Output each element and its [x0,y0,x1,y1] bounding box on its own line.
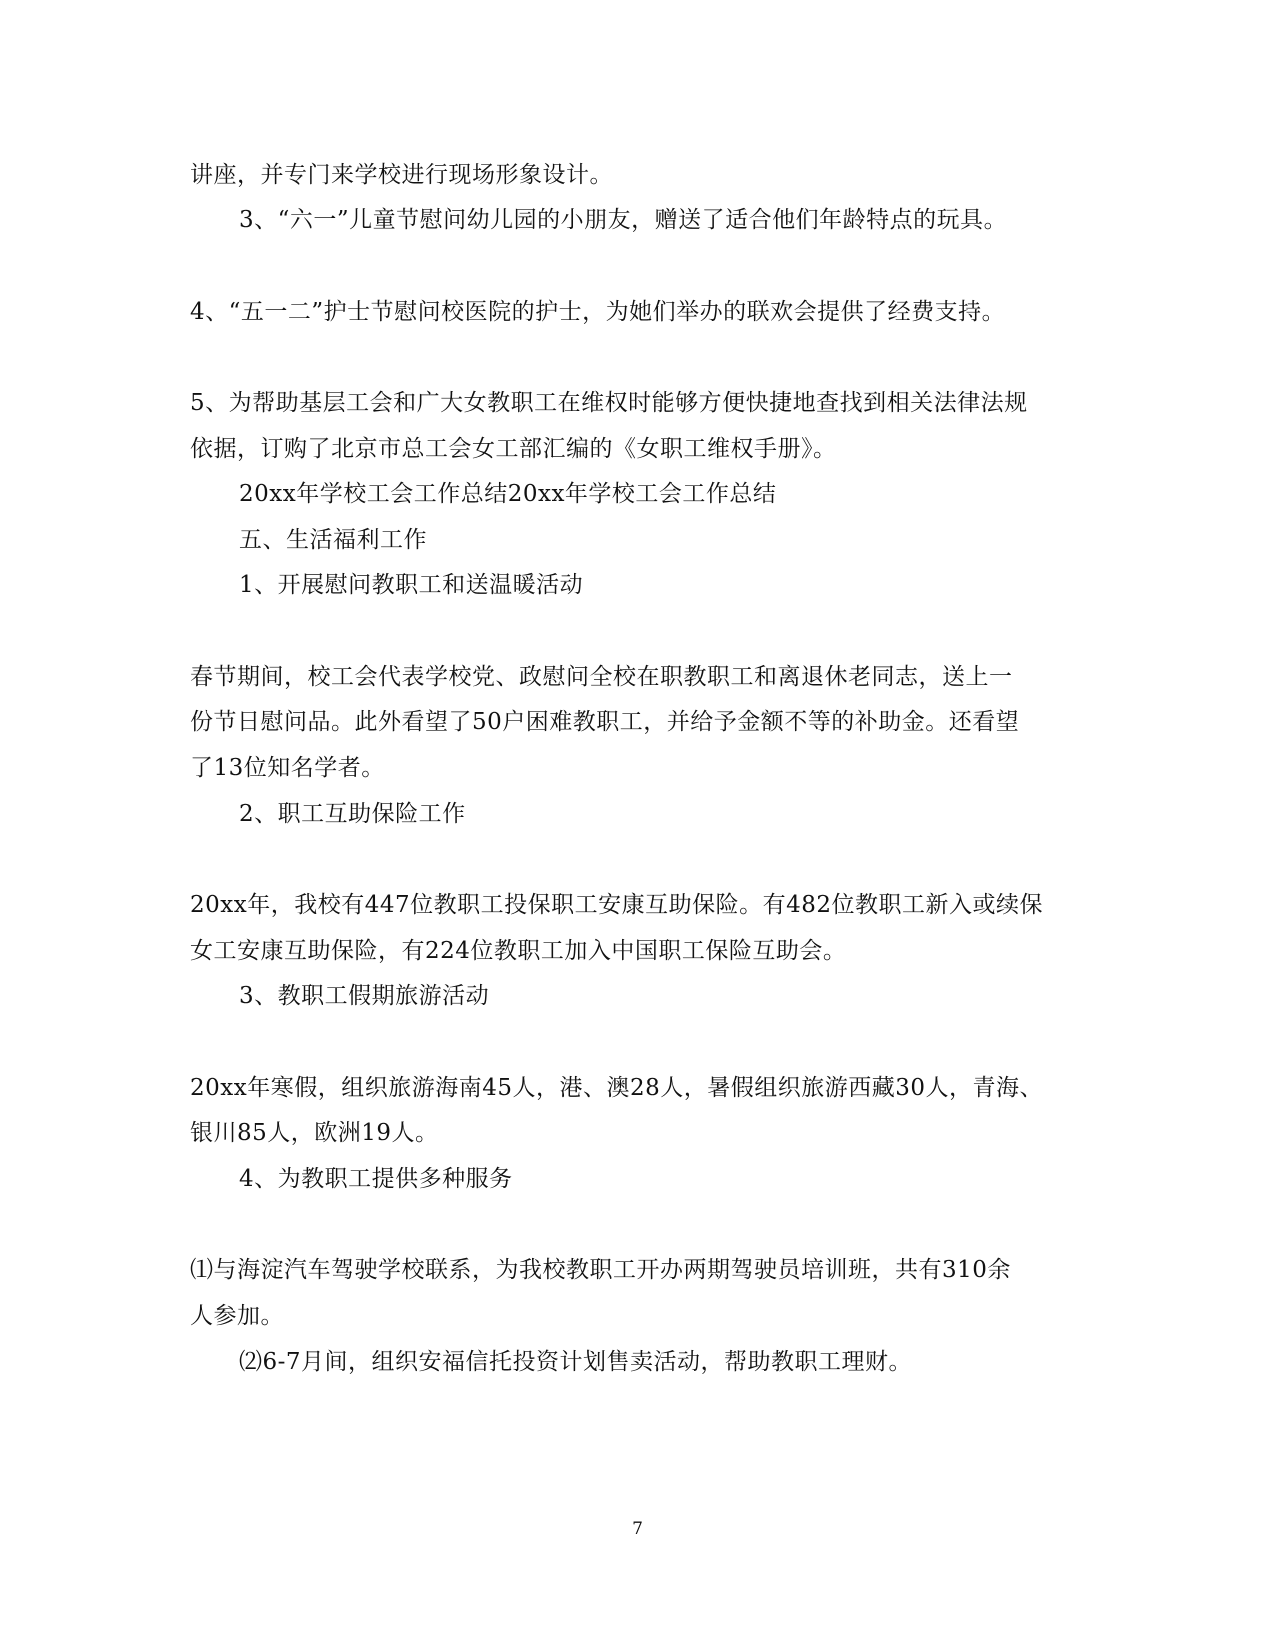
text-line: 银川85人，欧洲19人。 [190,1120,439,1146]
text-line: 女工安康互助保险，有224位教职工加入中国职工保险互助会。 [190,938,847,964]
subsection-heading: 3、教职工假期旅游活动 [239,983,490,1009]
text-line: 春节期间，校工会代表学校党、政慰问全校在职教职工和离退休老同志，送上一 [190,664,1013,690]
subsection-heading: 2、职工互助保险工作 [239,801,466,827]
page-number: 7 [632,1519,643,1539]
text-line: 20xx年学校工会工作总结20xx年学校工会工作总结 [239,481,777,507]
subsection-heading: 1、开展慰问教职工和送温暖活动 [239,572,584,598]
text-line: 5、为帮助基层工会和广大女教职工在维权时能够方便快捷地查找到相关法律法规 [190,390,1028,416]
text-line: 20xx年寒假，组织旅游海南45人，港、澳28人，暑假组织旅游西藏30人，青海、 [190,1075,1044,1101]
text-line: 人参加。 [190,1303,284,1329]
text-line: 份节日慰问品。此外看望了50户困难教职工，并给予金额不等的补助金。还看望 [190,709,1020,735]
text-line: ⑴与海淀汽车驾驶学校联系，为我校教职工开办两期驾驶员培训班，共有310余 [190,1257,1011,1283]
text-line: 20xx年，我校有447位教职工投保职工安康互助保险。有482位教职工新入或续保 [190,892,1044,918]
subsection-heading: 4、为教职工提供多种服务 [239,1166,513,1192]
text-line: 了13位知名学者。 [190,755,385,781]
section-heading: 五、生活福利工作 [239,527,427,553]
text-line: 依据，订购了北京市总工会女工部汇编的《女职工维权手册》。 [190,436,837,462]
text-line: ⑵6-7月间，组织安福信托投资计划售卖活动，帮助教职工理财。 [239,1349,913,1375]
text-line: 4、“五一二”护士节慰问校医院的护士，为她们举办的联欢会提供了经费支持。 [190,299,1006,325]
text-line: 讲座，并专门来学校进行现场形象设计。 [190,162,613,188]
text-line: 3、“六一”儿童节慰问幼儿园的小朋友，赠送了适合他们年龄特点的玩具。 [239,207,1008,233]
